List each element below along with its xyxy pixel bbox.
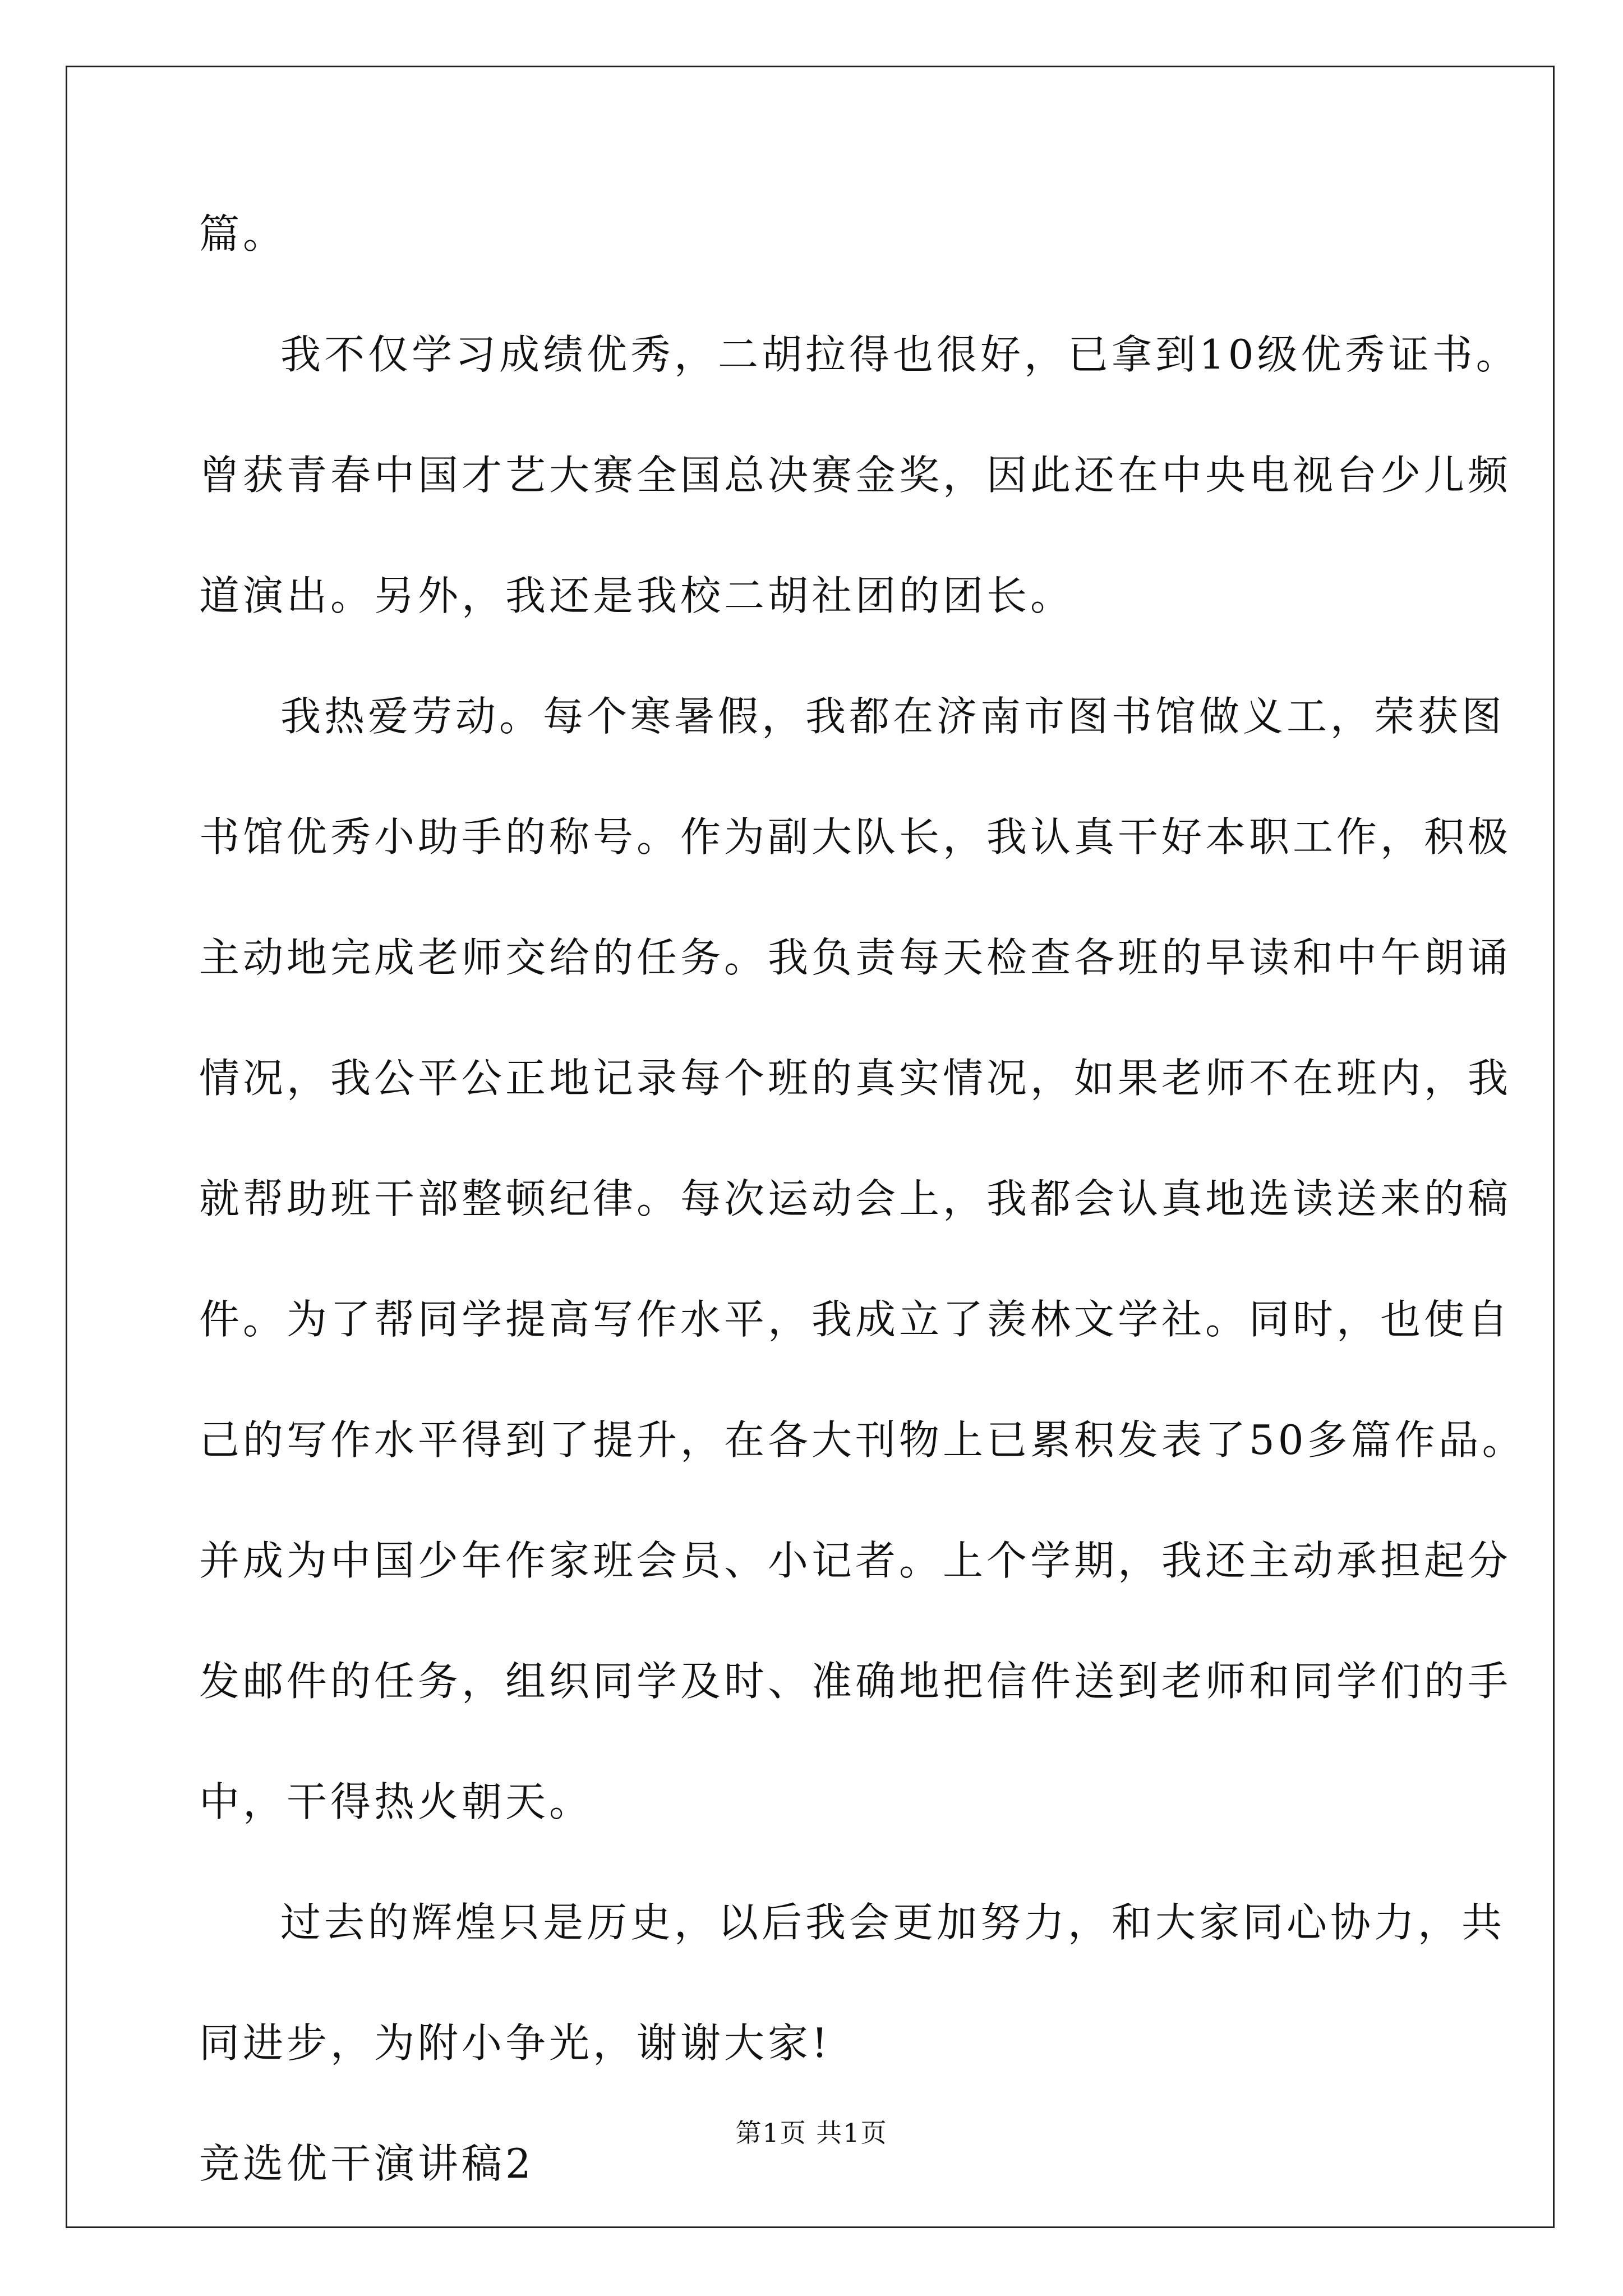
text-line: 并成为中国少年作家班会员、小记者。上个学期，我还主动承担起分: [199, 1537, 1512, 1584]
text-line: 己的写作水平得到了提升，在各大刊物上已累积发表了50多篇作品。: [199, 1416, 1526, 1464]
text-line: 篇。: [199, 210, 287, 257]
text-line: 中，干得热火朝天。: [199, 1778, 593, 1825]
text-line: 情况，我公平公正地记录每个班的真实情况，如果老师不在班内，我: [199, 1055, 1512, 1102]
text-line: 发邮件的任务，组织同学及时、准确地把信件送到老师和同学们的手: [199, 1658, 1512, 1705]
text-line: 曾获青春中国才艺大赛全国总决赛金奖，因此还在中央电视台少儿频: [199, 452, 1512, 499]
text-line: 就帮助班干部整顿纪律。每次运动会上，我都会认真地选读送来的稿: [199, 1175, 1512, 1222]
text-line: 书馆优秀小助手的称号。作为副大队长，我认真干好本职工作，积极: [199, 813, 1512, 861]
text-line: 道演出。另外，我还是我校二胡社团的团长。: [199, 572, 1075, 619]
text-line: 我热爱劳动。每个寒暑假，我都在济南市图书馆做义工，荣获图: [280, 693, 1506, 740]
text-line: 主动地完成老师交给的任务。我负责每天检查各班的早读和中午朗诵: [199, 934, 1512, 981]
text-line: 件。为了帮同学提高写作水平，我成立了羡林文学社。同时，也使自: [199, 1296, 1512, 1343]
section-heading: 竞选优干演讲稿2: [199, 2140, 534, 2187]
text-line: 我不仅学习成绩优秀，二胡拉得也很好，已拿到10级优秀证书。: [280, 331, 1520, 378]
text-line: 过去的辉煌只是历史，以后我会更加努力，和大家同心协力，共: [280, 1899, 1506, 1946]
page-footer: 第1页 共1页: [735, 2118, 888, 2148]
text-line: 同进步，为附小争光，谢谢大家!: [199, 2019, 831, 2067]
